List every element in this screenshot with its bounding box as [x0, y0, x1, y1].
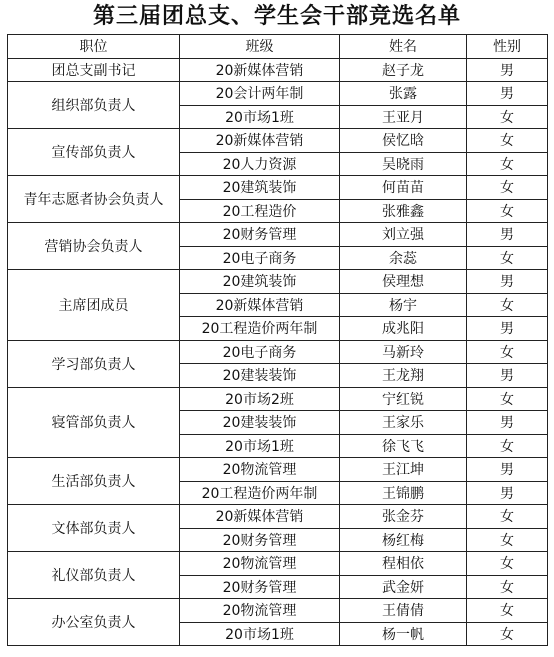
name-cell: 王亚月	[340, 105, 467, 129]
class-cell: 20工程造价	[180, 199, 340, 223]
table-row	[8, 58, 548, 82]
table-row	[8, 387, 548, 411]
name-cell: 王家乐	[340, 411, 467, 435]
name-cell: 杨红梅	[340, 528, 467, 552]
gender-cell: 男	[467, 317, 548, 341]
class-cell: 20财务管理	[180, 575, 340, 599]
class-cell: 20建筑装饰	[180, 176, 340, 200]
position-cell: 组织部负责人	[8, 82, 180, 129]
class-cell: 20电子商务	[180, 246, 340, 270]
gender-cell: 女	[467, 505, 548, 529]
class-cell: 20工程造价两年制	[180, 481, 340, 505]
gender-cell: 女	[467, 387, 548, 411]
name-cell: 何苗苗	[340, 176, 467, 200]
gender-cell: 女	[467, 176, 548, 200]
class-cell: 20财务管理	[180, 223, 340, 247]
name-cell: 马新玲	[340, 340, 467, 364]
name-cell: 吴晓雨	[340, 152, 467, 176]
table-header-row	[8, 35, 548, 59]
name-cell: 赵子龙	[340, 58, 467, 82]
gender-cell: 男	[467, 82, 548, 106]
name-cell: 张雅鑫	[340, 199, 467, 223]
name-cell: 杨宇	[340, 293, 467, 317]
name-cell: 张露	[340, 82, 467, 106]
class-cell: 20物流管理	[180, 458, 340, 482]
gender-cell: 女	[467, 293, 548, 317]
class-cell: 20工程造价两年制	[180, 317, 340, 341]
table-row	[8, 82, 548, 106]
class-cell: 20市场2班	[180, 387, 340, 411]
class-cell: 20人力资源	[180, 152, 340, 176]
name-cell: 徐飞飞	[340, 434, 467, 458]
position-cell: 办公室负责人	[8, 599, 180, 646]
name-cell: 杨一帆	[340, 622, 467, 646]
position-cell: 营销协会负责人	[8, 223, 180, 270]
position-cell: 寝管部负责人	[8, 387, 180, 458]
gender-cell: 女	[467, 599, 548, 623]
gender-cell: 男	[467, 58, 548, 82]
gender-cell: 女	[467, 105, 548, 129]
gender-cell: 女	[467, 552, 548, 576]
position-cell: 礼仪部负责人	[8, 552, 180, 599]
candidate-table	[7, 34, 548, 646]
name-cell: 成兆阳	[340, 317, 467, 341]
class-cell: 20电子商务	[180, 340, 340, 364]
position-cell: 青年志愿者协会负责人	[8, 176, 180, 223]
gender-cell: 男	[467, 223, 548, 247]
name-cell: 王倩倩	[340, 599, 467, 623]
position-cell: 学习部负责人	[8, 340, 180, 387]
position-cell: 主席团成员	[8, 270, 180, 341]
table-row	[8, 270, 548, 294]
table-row	[8, 458, 548, 482]
position-cell: 团总支副书记	[8, 58, 180, 82]
class-cell: 20会计两年制	[180, 82, 340, 106]
class-cell: 20市场1班	[180, 434, 340, 458]
class-cell: 20物流管理	[180, 599, 340, 623]
table-row	[8, 129, 548, 153]
position-cell: 生活部负责人	[8, 458, 180, 505]
name-cell: 武金妍	[340, 575, 467, 599]
header-position: 职位	[8, 35, 180, 59]
name-cell: 宁红锐	[340, 387, 467, 411]
gender-cell: 男	[467, 411, 548, 435]
gender-cell: 男	[467, 458, 548, 482]
name-cell: 程相依	[340, 552, 467, 576]
table-row	[8, 552, 548, 576]
class-cell: 20财务管理	[180, 528, 340, 552]
gender-cell: 女	[467, 528, 548, 552]
gender-cell: 女	[467, 199, 548, 223]
table-row	[8, 223, 548, 247]
table-row	[8, 340, 548, 364]
class-cell: 20物流管理	[180, 552, 340, 576]
name-cell: 刘立强	[340, 223, 467, 247]
gender-cell: 女	[467, 575, 548, 599]
table-body	[8, 58, 548, 646]
page-title: 第三届团总支、学生会干部竞选名单	[92, 4, 461, 29]
table-row	[8, 176, 548, 200]
position-cell: 宣传部负责人	[8, 129, 180, 176]
class-cell: 20建装装饰	[180, 364, 340, 388]
class-cell: 20新媒体营销	[180, 58, 340, 82]
name-cell: 余蕊	[340, 246, 467, 270]
position-cell: 文体部负责人	[8, 505, 180, 552]
table-row	[8, 505, 548, 529]
gender-cell: 女	[467, 152, 548, 176]
gender-cell: 男	[467, 481, 548, 505]
class-cell: 20建筑装饰	[180, 270, 340, 294]
gender-cell: 女	[467, 129, 548, 153]
gender-cell: 男	[467, 364, 548, 388]
header-name: 姓名	[340, 35, 467, 59]
name-cell: 王江坤	[340, 458, 467, 482]
class-cell: 20市场1班	[180, 622, 340, 646]
class-cell: 20新媒体营销	[180, 293, 340, 317]
header-class: 班级	[180, 35, 340, 59]
class-cell: 20市场1班	[180, 105, 340, 129]
class-cell: 20新媒体营销	[180, 129, 340, 153]
header-gender: 性别	[467, 35, 548, 59]
name-cell: 王锦鹏	[340, 481, 467, 505]
name-cell: 侯忆晗	[340, 129, 467, 153]
gender-cell: 女	[467, 246, 548, 270]
gender-cell: 女	[467, 434, 548, 458]
table-row	[8, 599, 548, 623]
name-cell: 张金芬	[340, 505, 467, 529]
gender-cell: 女	[467, 622, 548, 646]
class-cell: 20新媒体营销	[180, 505, 340, 529]
gender-cell: 女	[467, 340, 548, 364]
class-cell: 20建装装饰	[180, 411, 340, 435]
name-cell: 侯理想	[340, 270, 467, 294]
gender-cell: 男	[467, 270, 548, 294]
name-cell: 王龙翔	[340, 364, 467, 388]
